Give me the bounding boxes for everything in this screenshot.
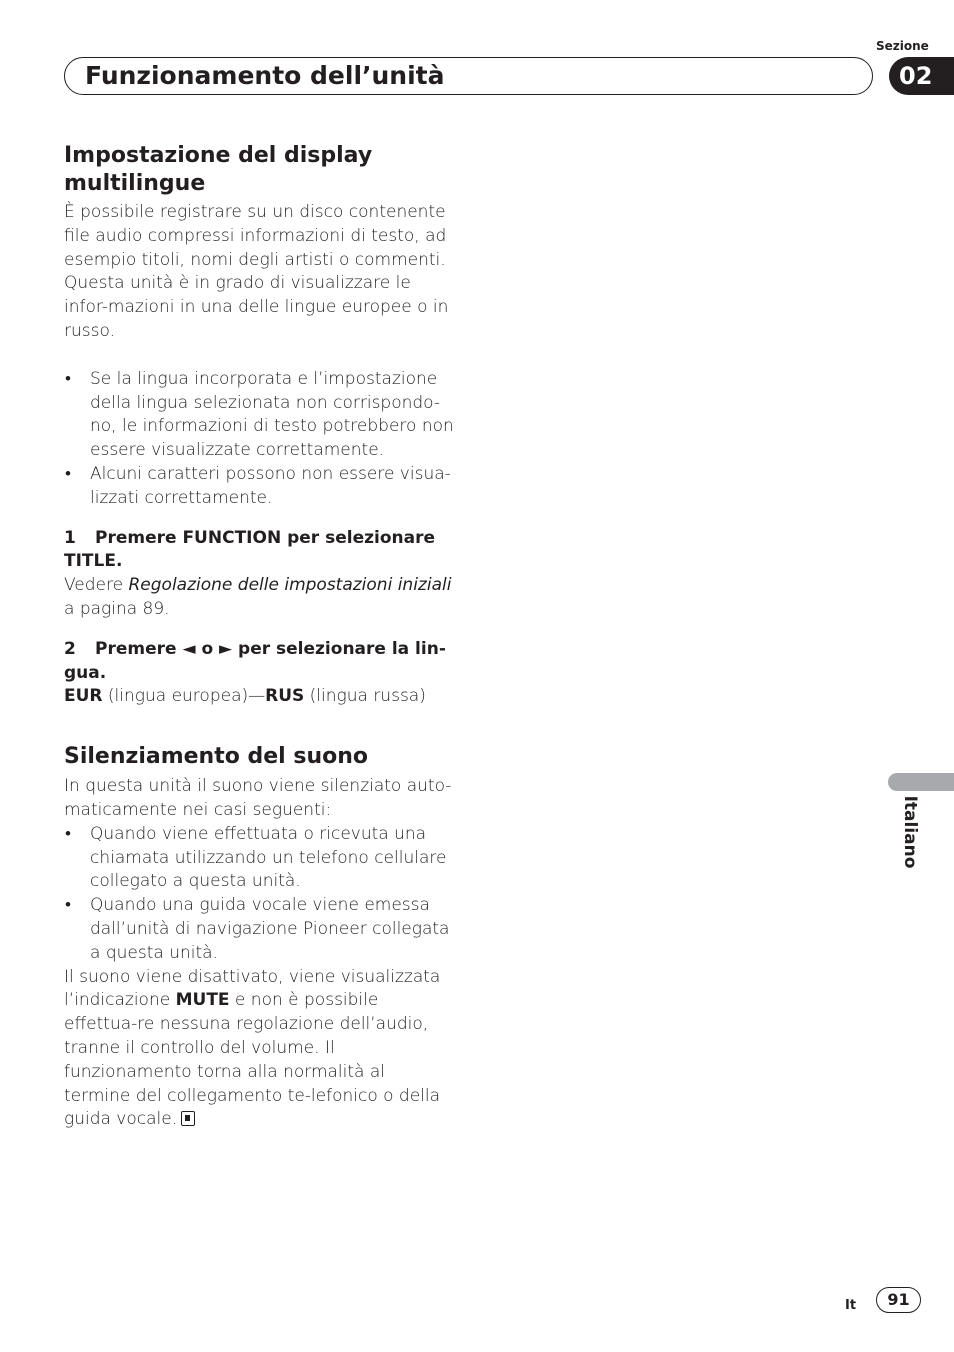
step-1-desc-prefix: Vedere [64, 575, 129, 596]
option-eur-desc: (lingua europea)— [102, 686, 266, 707]
end-of-section-icon [181, 1111, 195, 1126]
step-2-number: 2 [64, 638, 76, 659]
step-1-description [64, 574, 456, 622]
step-1-instruction [64, 527, 456, 575]
step-2-instruction [64, 638, 456, 686]
section1-heading-line1: Impostazione del display [64, 143, 373, 168]
section1-heading [64, 142, 456, 198]
section2-intro: In questa unità il suono viene silenziato auto-maticamente nei casi seguenti: [64, 776, 452, 820]
list-item: • Se la lingua incorporata e l’impostazione della lingua selezionata non corrispondo-no, le informazioni di testo potrebbero non essere visualizzate correttamente. [64, 368, 456, 463]
step-2-options [64, 685, 456, 709]
step-1-text-a: Premere FUNCTION per selezionare [95, 527, 435, 548]
step-1-desc-suffix: a pagina 89. [64, 598, 170, 619]
cross-reference-link[interactable]: Regolazione delle impostazioni iniziali [128, 575, 452, 596]
step-2-text-b: gua. [64, 662, 107, 683]
step-2-text-a: Premere ◄ o ► per selezionare la lin- [95, 638, 446, 659]
language-label: Italiano [900, 795, 920, 869]
list-item: • Alcuni caratteri possono non essere visua-lizzati correttamente. [64, 463, 456, 511]
section2-outro-a: Il suono viene disattivato, viene visualizzata l’indicazione [64, 966, 441, 1011]
section-label: Sezione [876, 39, 929, 53]
list-item: • Quando una guida vocale viene emessa dall’unità di navigazione Pioneer collegata a questa unità. [64, 894, 456, 965]
main-content [64, 142, 456, 1132]
section2-heading: Silenziamento del suono [64, 744, 369, 770]
step-1-number: 1 [64, 527, 76, 548]
page-number: 91 [876, 1287, 921, 1313]
option-rus-desc: (lingua russa) [304, 686, 426, 707]
section1-heading-line2: multilingue [64, 171, 206, 196]
section2-bullet-list [64, 823, 456, 966]
section2-outro-b: e non è possibile effettua-re nessuna regolazione dell’audio, tranne il controllo del volume. Il funzionamento torna alla normalità al termine del collegamento te-lefonico o della guida vocale. [64, 990, 441, 1130]
section2-outro [64, 966, 456, 1133]
step-1-text-b: TITLE. [64, 551, 123, 572]
language-tab [888, 773, 954, 791]
section1-bullet-list [64, 368, 456, 511]
section-number: 02 [899, 62, 933, 90]
mute-indicator-text: MUTE [175, 990, 230, 1011]
page-title: Funzionamento dell’unità [85, 61, 445, 90]
footer-lang-code: It [845, 1298, 857, 1313]
section1-intro: È possibile registrare su un disco contenente file audio compressi informazioni di testo, ad esempio titoli, nomi degli artisti o commenti. Questa unità è in grado di visualizzare le infor-mazioni in una delle lingue europee o in russo. [64, 202, 449, 341]
step-1 [64, 527, 456, 622]
option-eur: EUR [64, 686, 103, 707]
list-item: • Quando viene effettuata o ricevuta una chiamata utilizzando un telefono cellulare collegato a questa unità. [64, 823, 456, 894]
option-rus: RUS [265, 686, 305, 707]
step-2 [64, 638, 456, 709]
